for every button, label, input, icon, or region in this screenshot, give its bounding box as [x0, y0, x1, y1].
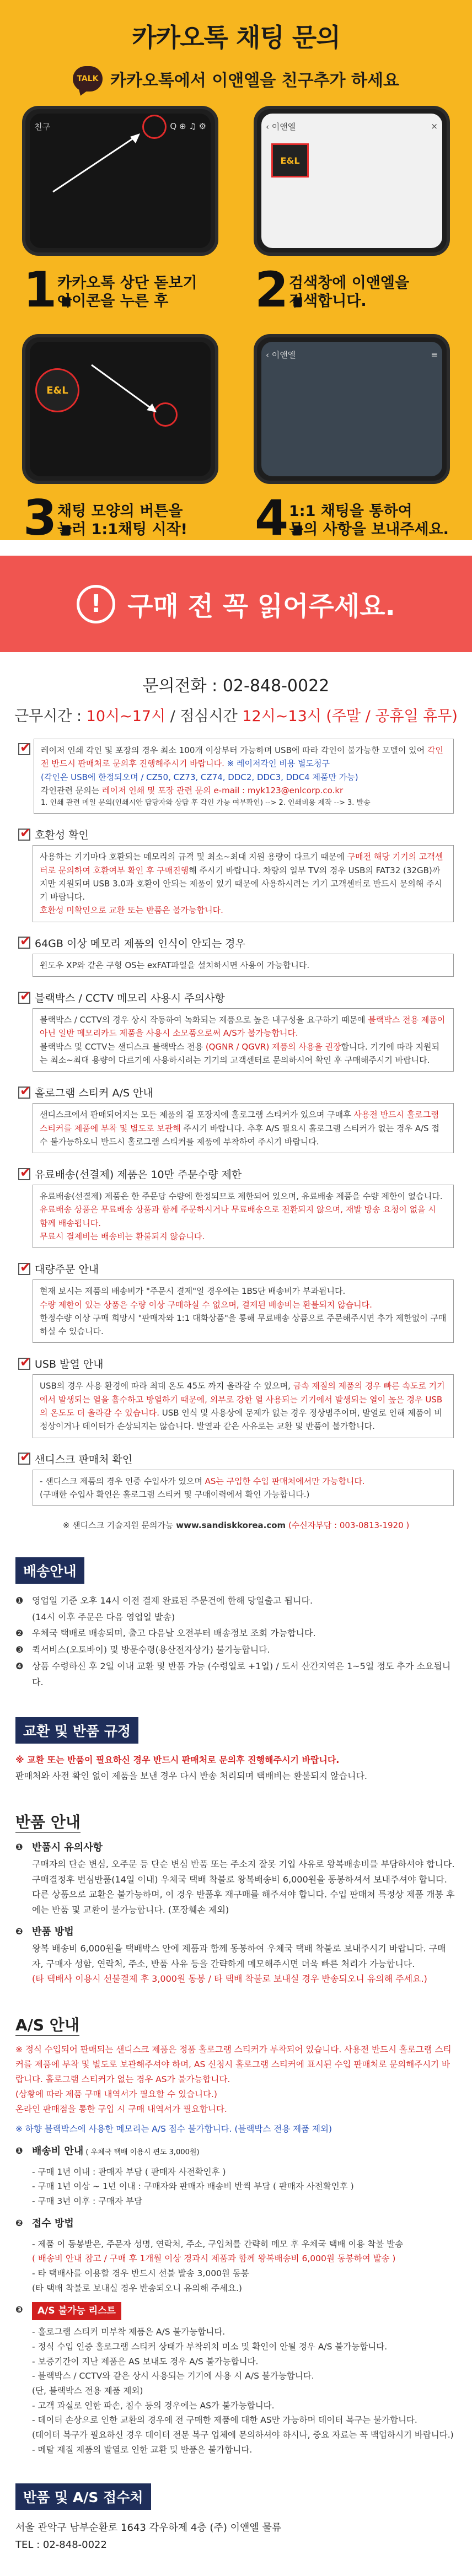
text: - 샌디스크 제품의 경우 인증 수입사가 있으며	[40, 1476, 205, 1486]
text-blue: (각인은 USB에 한정되오며 / CZ50, CZ73, CZ74, DDC2, DDC3, DDC4 제품만 가능)	[41, 772, 358, 782]
kakao-step-2	[247, 106, 457, 321]
notice-heading: 호환성 확인	[35, 829, 89, 842]
arrow-icon	[42, 131, 152, 197]
line: (데이터 복구가 필요하신 경우 데이터 전문 복구 업체에 문의하셔야 하시나, 중요 자료는 꼭 백업하시기 바랍니다.)	[32, 2430, 454, 2440]
section-title: 반품 및 A/S 접수처	[15, 2483, 151, 2510]
checkbox-icon	[18, 1087, 30, 1099]
step-line-2: 아이콘을 누른 후	[57, 293, 169, 310]
step-number: 2.	[255, 261, 307, 318]
text: 각인관련 문의는	[41, 785, 102, 795]
address-text: 서울 관악구 남부순환로 1643 각우하제 4층 (주) 이앤엘 물류	[15, 2522, 282, 2534]
list-item: ❸ 퀵서비스(오토바이) 및 방문수령(용산전자상가) 불가능합니다.	[15, 1642, 457, 1658]
phone-header-left: 친구	[34, 121, 50, 132]
text: 해 주시기 바랍니다. 차량의 일부 TV의 경우 USB의 FAT32 (32GB)까지만 지원되며 USB 3.0과 호환이 안되는 제품이 있기 때문에 사용하시려는 기기 고객센터로 반드시 문의해 주시기 바랍니다.	[40, 865, 442, 902]
step-line-1: 채팅 모양의 버튼을	[57, 502, 183, 520]
list-item: ❷ 접수 방법 - 제품 이 동봉받은, 주문자 성명, 연락처, 주소, 구입처를 간략히 메모 후 우체국 택배 이용 착불 발송 ( 배송비 안내 참고 / 구매 후 1개월 이상 경과시 제품과 함께 왕복배송비 6,000원 동봉하여 발송 ) - 타 택배사를 이용할 경우 반드시 선불 발송 3,000원 동봉 (타 택배 착불로 보내실 경우 반송되오니 유의해 주세요.)	[15, 2215, 457, 2296]
notice-blackbox	[18, 990, 454, 1072]
item-body: 왕복 배송비 6,000원을 택배박스 안에 제품과 함께 동봉하여 우체국 택배 착불로 보내주시기 바랍니다. 구매자, 구매자 성함, 연락처, 주소, 반품 사유 등을 간략하게 메모해주시면 더욱 빠른 처리가 가능합니다.	[32, 1943, 446, 1969]
line: - 데이터 손상으로 인한 교환의 경우에 전 구매한 제품에 대한 AS만 가능하며 데이터 복구는 불가합니다.	[32, 2415, 417, 2426]
phone-screenshot-2	[254, 106, 450, 256]
step-number: 1.	[23, 261, 76, 318]
line: - 정식 수입 인증 홀로그램 스티커 상태가 부착위치 미소 및 확인이 안될 경우 A/S 불가능합니다.	[32, 2342, 388, 2352]
step-line-2: 문의 사항을 보내주세요.	[289, 521, 449, 539]
checkbox-icon	[18, 743, 30, 755]
list-item: ❶ 배송비 안내 ( 우체국 택배 이용시 편도 3,000원) - 구매 1년 이내 : 판매자 부담 ( 판매자 사전확인후 ) - 구매 1년 이상 ~ 1년 이내 : 구매자와 판매자 배송비 반씩 부담 ( 판매자 사전확인후 ) - 구매 3년 이후 : 구매자 부담	[15, 2143, 457, 2209]
notice-heading: 샌디스크 판매처 확인	[35, 1453, 133, 1466]
step-text	[289, 274, 409, 311]
text-red: 무료시 결제비는 배송비는 환불되지 않습니다.	[40, 1231, 205, 1241]
notice-heading: 유료배송(선결제) 제품은 10만 주문수량 제한	[35, 1169, 242, 1181]
notice-title	[18, 990, 454, 1005]
chat-room-title: ‹ 이앤엘	[266, 349, 296, 360]
text: 합니다. 기기에 따라 지원되는 최소~최대 용량이 다르기에 사용하시려는 기기의 고객센터로 문의하시어 확인 후 구매해주시기 바랍니다.	[40, 1041, 440, 1065]
phone-search-query: ‹ 이앤엘	[266, 121, 296, 132]
text-red: (타 택배사 이용시 선불결제 후 3,000원 동봉 / 타 택배 착불로 보내실 경우 반송되오니 유의해 주세요.)	[32, 1973, 427, 1985]
hours-mid: / 점심시간	[165, 708, 243, 725]
notice-title: 구매 전 꼭 읽어주세요.	[127, 591, 395, 622]
hours-lunch: 12시~13시	[242, 708, 321, 725]
step-line-1: 검색창에 이앤엘을	[289, 274, 410, 292]
as-notes	[15, 2042, 457, 2137]
item-text: 상품 수령하신 후 2일 이내 교환 및 반품 가능 (수령일로 +1일) / 도서 산간지역은 1~5일 정도 추가 소요됩니다.	[32, 1660, 451, 1688]
text: 블랙박스 / CCTV의 경우 상시 작동하여 녹화되는 제품으로 높은 내구성을 요구하기 때문에	[40, 1015, 368, 1025]
notice-body	[33, 1185, 454, 1248]
notice-engraving	[18, 739, 454, 814]
line: - 구매 3년 이후 : 구매자 부담	[32, 2196, 142, 2206]
line: (단, 블랙박스 전용 제품 제외)	[32, 2386, 143, 2396]
text: 현재 보시는 제품의 배송비가 "주문시 결제"일 경우에는 1BS단 배송비가 부과됩니다.	[40, 1286, 346, 1297]
step-number: 4.	[255, 490, 307, 546]
text-red: (QGNR / QGVR) 제품의 사용을 권장	[205, 1041, 341, 1052]
line: (타 택배 착불로 보내실 경우 반송되오니 유의해 주세요.)	[32, 2283, 242, 2293]
text-red: 수량 제한이 있는 상품은 수량 이상 구매하실 수 없으며, 결제된 배송비는 환불되지 않습니다.	[40, 1299, 372, 1310]
checkbox-icon	[18, 937, 30, 949]
enl-profile-avatar: E&L	[35, 368, 79, 412]
list-item: ❷ 우체국 택배로 배송되며, 출고 다음날 오전부터 배송정보 조회 가능합니다.	[15, 1625, 457, 1642]
menu-icon: ≡	[431, 349, 438, 359]
item-text: 우체국 택배로 배송되며, 출고 다음날 오전부터 배송정보 조회 가능합니다.	[32, 1628, 316, 1639]
receipt-section	[15, 2483, 457, 2553]
delivery-section	[15, 1557, 457, 1691]
checkbox-icon	[18, 992, 30, 1004]
item-heading: 반품 방법	[32, 1926, 74, 1938]
notice-body	[33, 1008, 454, 1072]
notice-hologram	[18, 1085, 454, 1153]
phone-screenshot-4	[254, 334, 450, 484]
notice-body	[33, 845, 454, 922]
notice-seller-check	[18, 1451, 454, 1507]
notice-heading: 홀로그램 스티커 A/S 안내	[35, 1087, 153, 1100]
text-red: (수신자부담 : 003-0813-1920 )	[286, 1520, 410, 1531]
phone-header-icons: Q ⊕ ♫ ⚙	[170, 121, 206, 131]
checkbox-icon	[18, 829, 30, 841]
note-text: 온라인 판매점을 통한 구입 시 구매 내역서가 필요합니다.	[15, 2104, 227, 2115]
text: ※ 샌디스크 기술지원 문의가능	[62, 1520, 176, 1531]
item-note: ( 우체국 택배 이용시 편도 3,000원)	[83, 2148, 200, 2156]
note-text: (상황에 따라 제품 구매 내역서가 필요할 수 있습니다.)	[15, 2089, 217, 2100]
list-item: ❷ 반품 방법 왕복 배송비 6,000원을 택배박스 안에 제품과 함께 동봉하여 우체국 택배 착불로 보내주시기 바랍니다. 구매자, 구매자 성함, 연락처, 주소, 반품 사유 등을 간략하게 메모해주시면 더욱 빠른 처리가 가능합니다. (타 택배사 이용시 선불결제 후 3,000원 동봉 / 타 택배 착불로 보내실 경우 반송되오니 유의해 주세요.)	[15, 1924, 457, 1987]
item-text: 퀵서비스(오토바이) 및 방문수령(용산전자상가) 불가능합니다.	[32, 1644, 270, 1655]
kakao-step-4	[247, 334, 457, 549]
notice-64gb	[18, 935, 454, 977]
text-red: 호환성 미확인으로 교환 또는 반품은 불가능합니다.	[40, 905, 223, 916]
item-heading: A/S 불가능 리스트	[32, 2302, 121, 2320]
step-text	[57, 274, 197, 311]
notice-heading: 64GB 이상 메모리 제품의 인식이 안되는 경우	[35, 937, 245, 950]
line: - 메탈 재질 제품의 발열로 인한 교환 및 반품은 불가합니다.	[32, 2444, 253, 2455]
line: - 제품 이 동봉받은, 주문자 성명, 연락처, 주소, 구입처를 간략히 메모 후 우체국 택배 이용 착불 발송	[32, 2239, 404, 2249]
kakao-step-1	[15, 106, 225, 321]
text-red: 각인 전 반드시 판매처로 문의후 진행해주시기 바랍니다.	[41, 745, 443, 769]
text-blue: ※ 레이저각인 비용 별도청구	[224, 759, 330, 769]
item-body: 구매자의 단순 변심, 오주문 등 단순 변심 반품 또는 주소지 잘못 기입 사유로 왕복배송비를 부담하셔야 합니다. 구매결정후 변심반품(14일 이내) 우체국 택배 착불로 왕복배송비 6,000원을 동봉하셔서 보내주셔야 합니다. 다른 상품으로 교환은 불가능하며, 이 경우 반품후 재구매를 해주셔야 합니다. 수입 판매처 특정상 제품 개봉 후 에는 반품 및 교환이 불가능합니다. (포장훼손 제외)	[32, 1859, 455, 1915]
exchange-section	[15, 1717, 457, 1784]
item-heading: 배송비 안내	[32, 2145, 84, 2157]
text-red: ※ 교환 또는 반품이 필요하신 경우 반드시 판매처로 문의후 진행해주시기 바랍니다.	[15, 1754, 340, 1765]
receipt-address	[15, 2520, 457, 2553]
delivery-list	[15, 1593, 457, 1691]
exclamation-icon: !	[77, 585, 115, 623]
step-line-2: 검색합니다.	[289, 293, 367, 310]
text: 사용하는 기기마다 호환되는 메모리의 규격 및 최소~최대 지원 용량이 다르기 때문에	[40, 852, 347, 862]
notice-title	[18, 1356, 454, 1371]
notice-title	[18, 1451, 454, 1466]
step-number: 3.	[23, 490, 76, 546]
section-title: 반품 안내	[15, 1810, 81, 1833]
text: 유료배송(선결제) 제품은 한 주문당 수량에 한정되므로 제한되어 있으며, 유료배송 제품을 수량 제한이 없습니다.	[40, 1191, 443, 1202]
list-item: ❶ 반품시 유의사항 구매자의 단순 변심, 오주문 등 단순 변심 반품 또는 주소지 잘못 기입 사유로 왕복배송비를 부담하셔야 합니다. 구매결정후 변심반품(14일 이내) 우체국 택배 착불로 왕복배송비 6,000원을 동봉하셔서 보내주셔야 합니다. 다른 상품으로 교환은 불가능하며, 이 경우 반품후 재구매를 해주셔야 합니다. 수입 판매처 특정상 제품 개봉 후 에는 반품 및 교환이 불가능합니다. (포장훼손 제외)	[15, 1840, 457, 1917]
text-red: 구매전 해당 기기의 고객센터로 문의하여 호환여부 확인 후 구매진행	[40, 852, 443, 875]
notice-banner	[0, 556, 472, 652]
hours-prefix: 근무시간 :	[14, 708, 87, 725]
notice-compatibility	[18, 827, 454, 922]
line: - 타 택배사를 이용할 경우 반드시 선불 발송 3,000원 동봉	[32, 2268, 249, 2278]
notice-heading: 블랙박스 / CCTV 메모리 사용시 주의사항	[35, 992, 225, 1005]
as-section	[15, 2013, 457, 2457]
kakao-subtitle: 카카오톡에서 이앤엘을 친구추가 하세요	[110, 71, 399, 90]
kakao-subtitle-row	[0, 66, 472, 92]
notice-usb-heat	[18, 1356, 454, 1438]
text: (구매한 수입사 확인은 홀로그램 스티커 및 구매이력에서 확인 가능합니다.)	[40, 1489, 310, 1499]
notice-body	[33, 1279, 454, 1343]
step-line-1: 카카오톡 상단 돋보기	[57, 274, 197, 292]
hours-work: 10시~17시	[86, 708, 166, 725]
line: - 블랙박스 / CCTV와 같은 상시 사용되는 기기에 사용 시 A/S 불가능합니다.	[32, 2371, 314, 2381]
checkbox-icon	[18, 1263, 30, 1275]
phone-screenshot-1	[22, 106, 218, 256]
notice-paid-shipping	[18, 1166, 454, 1248]
item-text: 영업일 기준 오후 14시 이전 결제 완료된 주문건에 한해 당일출고 됩니다.	[32, 1595, 313, 1606]
line-red: ( 배송비 안내 참고 / 구매 후 1개월 이상 경과시 제품과 함께 왕복배송비 6,000원 동봉하여 발송 )	[32, 2254, 396, 2264]
list-item: ❸ A/S 불가능 리스트 - 홀로그램 스티커 미부착 제품은 A/S 불가능합니다. - 정식 수입 인증 홀로그램 스티커 상태가 부착위치 미소 및 확인이 안될 경우 A/S 불가능합니다. - 보증기간이 지난 제품은 AS 보내도 경우 A/S 불가능합니다. - 블랙박스 / CCTV와 같은 상시 사용되는 기기에 사용 시 A/S 불가능합니다. (단, 블랙박스 전용 제품 제외) - 고객 과실로 인한 파손, 침수 등의 경우에는 AS가 불가능합니다. - 데이터 손상으로 인한 교환의 경우에 전 구매한 제품에 대한 AS만 가능하며 데이터 복구는 불가합니다. (데이터 복구가 필요하신 경우 데이터 전문 복구 업체에 문의하셔야 하시나, 중요 자료는 꼭 백업하시기 바랍니다.) - 메탈 재질 제품의 발열로 인한 교환 및 반품은 불가합니다.	[15, 2302, 457, 2457]
notice-title	[18, 935, 454, 950]
text: 1. 인쇄 관련 메일 문의(인쇄시안 담당자와 상담 후 각인 가능 여부확인) --> 2. 인쇄비용 제작 --> 3. 발송	[41, 799, 371, 808]
line: - 구매 1년 이상 ~ 1년 이내 : 구매자와 판매자 배송비 반씩 부담 ( 판매자 사전확인후 )	[32, 2181, 354, 2192]
notice-title	[18, 1085, 454, 1100]
step-line-1: 1:1 채팅을 통하여	[289, 502, 412, 520]
text: 판매처와 사전 확인 없이 제품을 보낸 경우 다시 반송 처리되며 택배비는 환불되지 않습니다.	[15, 1770, 367, 1781]
hours-suffix: (주말 / 공휴일 휴무)	[321, 708, 458, 725]
text-red: 금속 재질의 제품의 경우 빠른 속도로 기기에서 발생되는 열을 흡수하고 방열하기 때문에, 외부로 강한 열 사용되는 기기에서 발생되는 열이 높은 경우 USB의 온도도 더 올라갈 수 있습니다.	[40, 1381, 445, 1418]
contact-phone: 문의전화 : 02-848-0022	[142, 676, 330, 696]
notice-heading: USB 발열 안내	[35, 1358, 104, 1371]
step-line-2: 눌러 1:1채팅 시작!	[57, 521, 187, 539]
notice-body: 윈도우 XP와 같은 구형 OS는 exFAT파일을 설치하시면 사용이 가능합니다.	[33, 954, 454, 977]
notice-body	[34, 739, 454, 814]
line: - 구매 1년 이내 : 판매자 부담 ( 판매자 사전확인후 )	[32, 2166, 226, 2177]
notice-bulk-order	[18, 1261, 454, 1343]
kakaotalk-logo-icon: TALK	[73, 66, 103, 92]
section-title: 배송안내	[15, 1557, 84, 1584]
list-item: ❶ 영업일 기준 오후 14시 이전 결제 완료된 주문건에 한해 당일출고 됩니다.	[15, 1593, 457, 1609]
enl-profile-result: E&L	[271, 143, 309, 178]
checkbox-icon	[18, 1358, 30, 1370]
work-hours	[0, 704, 472, 725]
exchange-lead	[15, 1752, 457, 1784]
line: - 홀로그램 스티커 미부착 제품은 A/S 불가능합니다.	[32, 2327, 226, 2337]
item-heading: 접수 방법	[32, 2217, 74, 2229]
notice-title	[18, 1261, 454, 1276]
arrow-icon	[81, 359, 191, 426]
phone-text: TEL : 02-848-0022	[15, 2539, 107, 2551]
text-red: 사용전 반드시 홀로그램 스티커를 제품에 부착 및 별도로 보관해	[40, 1110, 439, 1133]
text: 레이저 인쇄 각인 및 포장의 경우 최소 100개 이상부터 가능하며 USB에 따라 각인이 불가능한 모델이 있어	[41, 745, 427, 755]
text: USB 인식 및 사용상에 문제가 없는 경우 정상범주이며, 발열로 인해 제품이 비정상이거나 데이터가 손상되지는 않습니다. 발열과 같은 사유로는 교환 및 반품이 불가합니다.	[40, 1408, 442, 1432]
text-red: AS는 구입한 수입 판매처에서만 가능합니다.	[205, 1476, 365, 1486]
text: 샌디스크에서 판매되어지는 모든 제품의 겉 포장지에 홀로그램 스티커가 있으며 구매후	[40, 1110, 354, 1120]
kakao-step-3	[15, 334, 225, 549]
list-item	[15, 1609, 457, 1626]
close-icon: ×	[431, 121, 438, 131]
notice-title	[18, 1166, 454, 1181]
note-text: ※ 정식 수입되어 판매되는 샌디스크 제품은 정품 홀로그램 스티커가 부착되어 있습니다. 사용전 반드시 홀로그램 스티커를 제품에 부착 및 별도로 보관해주셔야 하며, AS 신청시 홀로그램 스티커에 표시된 수입 판매처로 문의해주시기 바랍니다. 홀로그램 스티커가 없는 경우 AS가 불가능합니다.	[15, 2044, 452, 2085]
checkbox-icon	[18, 1453, 30, 1465]
line: - 고객 과실로 인한 파손, 침수 등의 경우에는 AS가 불가능합니다.	[32, 2400, 275, 2411]
kakao-title: 카카오톡 채팅 문의	[132, 23, 340, 52]
as-steps	[15, 2143, 457, 2457]
section-title: A/S 안내	[15, 2013, 79, 2036]
notice-body	[33, 1470, 454, 1507]
item-heading: 반품시 유의사항	[32, 1842, 103, 1854]
text: 주시기 바랍니다. 추후 A/S 필요시 홀로그램 스티커가 없는 경우 A/S 접수 불가능하오니 반드시 홀로그램 스티커를 제품에 부착하여 주시기 바랍니다.	[40, 1123, 439, 1147]
returns-section	[15, 1810, 457, 1987]
notice-list	[18, 739, 454, 1531]
notice-title	[18, 827, 454, 842]
text: 한정수량 이상 구매 희망시 "판매자와 1:1 대화상품"을 통해 무료배송 상품으로 주문해주시면 추가 제한없이 구매하실 수 있습니다.	[40, 1313, 447, 1337]
step-text	[57, 502, 187, 540]
text: 블랙박스 및 CCTV는 샌디스크 블랙박스 전용	[40, 1041, 206, 1052]
text: USB의 경우 사용 환경에 따라 최대 온도 45도 까지 올라갈 수 있으며,	[40, 1381, 293, 1391]
notice-body	[33, 1103, 454, 1153]
line: - 보증기간이 지난 제품은 AS 보내도 경우 A/S 불가능합니다.	[32, 2356, 259, 2367]
step-text	[289, 502, 449, 540]
returns-list	[15, 1840, 457, 1987]
contact-info	[0, 672, 472, 725]
phone-screenshot-3	[22, 334, 218, 484]
item-text: (14시 이후 주문은 다음 영업일 발송)	[32, 1611, 175, 1622]
section-title: 교환 및 반품 규정	[15, 1717, 138, 1744]
sandisk-support-line	[18, 1519, 454, 1531]
text-red: 블랙박스 전용 제품이 아닌 일반 메모리카드 제품을 사용시 소모품으로써 A/S가 불가능합니다.	[40, 1015, 446, 1039]
text-red: 유료배송 상품은 무료배송 상품과 함께 주문하시거나 무료배송으로 전환되지 않으며, 재발 방송 요청이 없을 시 함께 배송됩니다.	[40, 1204, 436, 1228]
notice-body	[33, 1374, 454, 1438]
list-item: ❹ 상품 수령하신 후 2일 이내 교환 및 반품 가능 (수령일로 +1일) / 도서 산간지역은 1~5일 정도 추가 소요됩니다.	[15, 1658, 457, 1691]
notice-heading: 대량주문 안내	[35, 1263, 99, 1276]
kakao-section	[0, 0, 472, 546]
kakao-steps	[0, 106, 472, 549]
note-text-blue: ※ 하향 블랙박스에 사용한 메모리는 A/S 접수 불가합니다. (블랙박스 전용 제품 제외)	[15, 2123, 332, 2134]
email-link[interactable]: 레이저 인쇄 및 포장 관련 문의 e-mail : myk123@enlcorp.co.kr	[101, 785, 344, 795]
sandisk-link[interactable]: www.sandiskkorea.com	[176, 1520, 286, 1531]
checkbox-icon	[18, 1168, 30, 1180]
